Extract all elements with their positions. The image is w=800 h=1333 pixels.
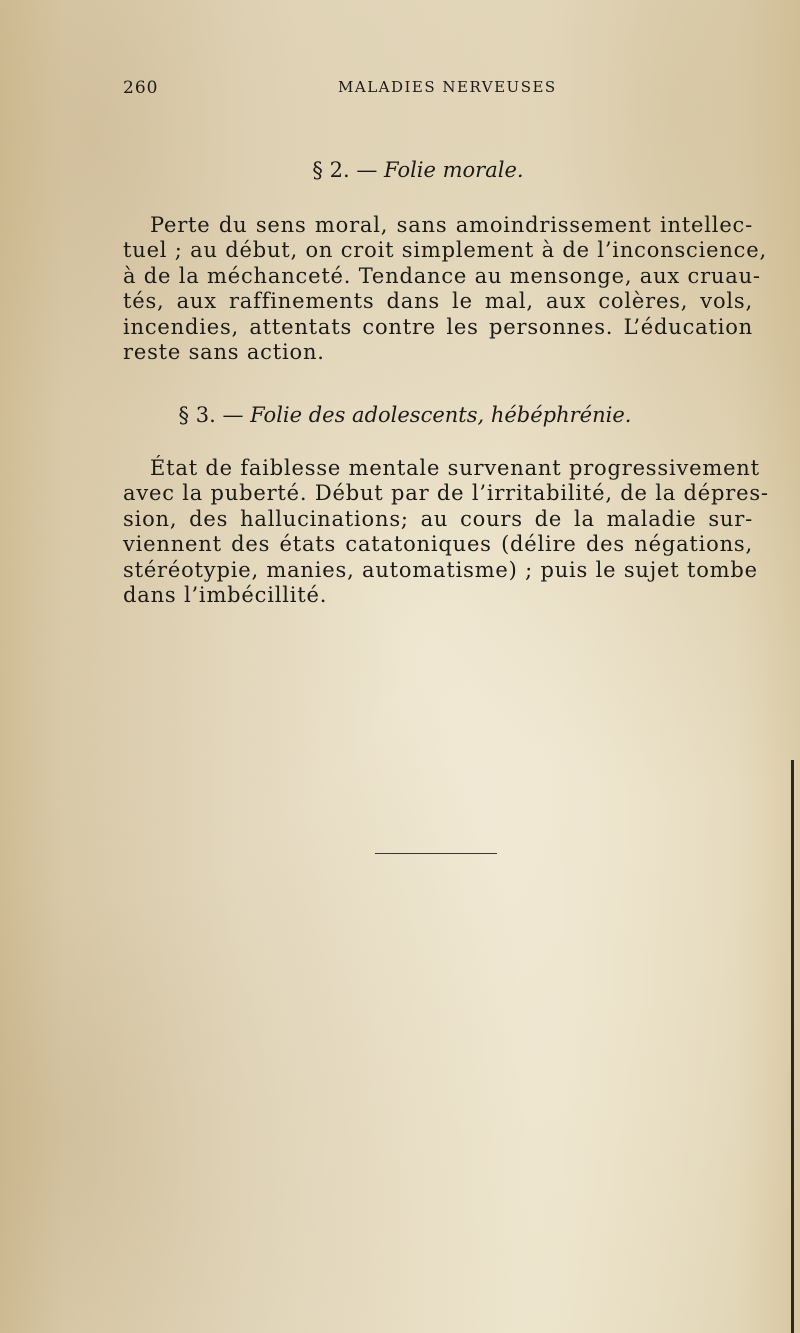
text-line: incendies, attentats contre les personnes. L’éducation [123,314,753,339]
text-line: État de faiblesse mentale survenant progressivement [150,456,760,480]
text-line: sion, des hallucinations; au cours de la maladie sur- [123,506,753,531]
running-title: MALADIES NERVEUSES [338,78,557,96]
text-line: dans l’imbécillité. [123,582,328,607]
text-line: à de la méchanceté. Tendance au mensonge, aux cruau- [123,263,761,288]
paragraph-folie-morale [123,213,767,365]
paragraph-folie-adolescents [123,456,769,608]
section-dash: — [222,403,244,427]
text-line: Perte du sens moral, sans amoindrissement intellec- [150,213,753,237]
page-edge-shadow [791,760,794,1333]
text-line: stéréotypie, manies, automatisme) ; puis le sujet tombe [123,557,758,582]
section-number: § 2. [312,158,350,182]
section-number: § 3. [178,403,216,427]
text-line: viennent des états catatoniques (délire des négations, [123,532,753,557]
section-title: Folie des adolescents, hébéphrénie. [250,403,632,427]
running-header [0,78,800,102]
section-heading-folie-morale [0,158,800,182]
section-heading-folie-adolescents [0,403,800,427]
text-line: tuel ; au début, on croit simplement à de l’inconscience, [123,238,767,263]
text-line: reste sans action. [123,339,325,364]
section-dash: — [356,158,378,182]
text-line: tés, aux raffinements dans le mal, aux colères, vols, [123,289,753,314]
text-line: avec la puberté. Début par de l’irritabilité, de la dépres- [123,481,769,506]
page-number: 260 [123,78,159,98]
section-title: Folie morale. [384,158,524,182]
chapter-end-rule [375,853,497,854]
